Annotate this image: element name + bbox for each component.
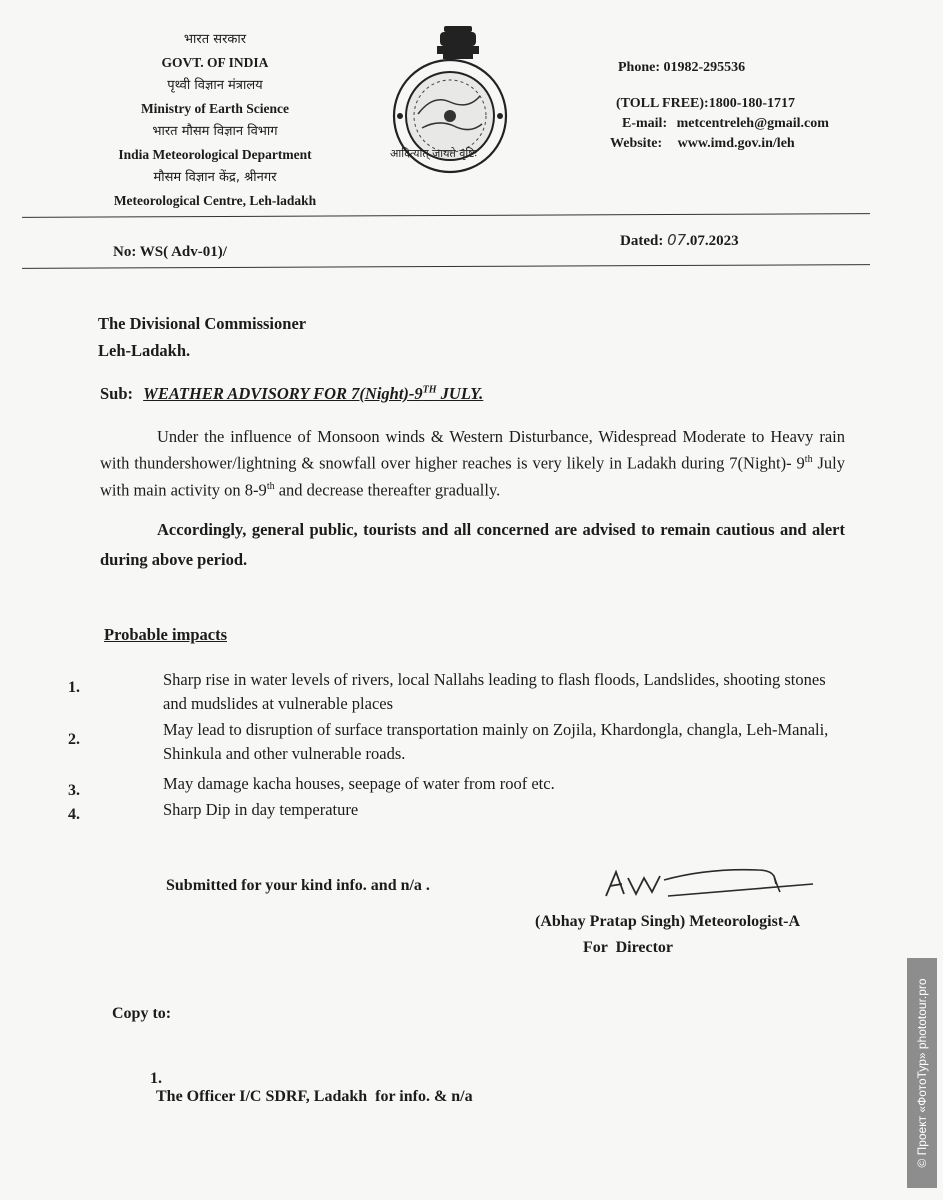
hindi-govt: भारत सरकार <box>183 32 247 47</box>
copy-to-item-1 <box>142 1052 473 1106</box>
header-rule-top <box>22 213 870 218</box>
dated-label: Dated: <box>620 233 664 249</box>
date-rest: .07.2023 <box>686 233 739 249</box>
impact-number-1: 1. <box>68 679 80 696</box>
header-left <box>90 28 340 212</box>
hindi-ministry: पृथ्वी विज्ञान मंत्रालय <box>167 78 263 93</box>
dated <box>620 231 739 250</box>
addressee-line2: Leh-Ladakh. <box>98 341 191 360</box>
hindi-dept: भारत मौसम विज्ञान विभाग <box>152 124 278 139</box>
website-label: Website: <box>610 136 663 151</box>
paragraph-sup-2: th <box>266 480 275 492</box>
impact-number-2: 2. <box>68 731 80 748</box>
advisory-caution <box>100 515 845 575</box>
for-director: For Director <box>583 939 674 956</box>
addressee-line1: The Divisional Commissioner <box>98 314 307 333</box>
addressee <box>98 310 306 364</box>
reference-number: No: WS( Adv-01)/ <box>113 244 227 260</box>
impact-number-4: 4. <box>68 806 80 823</box>
email-label: E-mail: <box>622 116 668 131</box>
subject-text <box>143 384 483 403</box>
signature-image <box>598 858 828 913</box>
website-link[interactable]: www.imd.gov.in/leh <box>677 136 795 151</box>
phone: Phone: 01982-295536 <box>618 60 746 75</box>
subject <box>100 384 483 404</box>
subject-sup: TH <box>422 384 437 396</box>
copy-to-label: Copy to: <box>112 1005 172 1022</box>
emblem-motto: आदित्यात् जायते वृष्टिः <box>390 147 477 160</box>
toll-free: (TOLL FREE):1800-180-1717 <box>616 96 796 111</box>
impact-item-1: Sharp rise in water levels of rivers, local Nallahs leading to flash floods, Landslides, shooting stones and mudslides at vulnerable places <box>163 670 826 713</box>
paragraph-text-c: and decrease thereafter gradually. <box>274 480 501 499</box>
impact-item-3: May damage kacha houses, seepage of water from roof etc. <box>163 774 555 793</box>
govt-of-india: GOVT. OF INDIA <box>161 55 269 70</box>
impact-number-3: 3. <box>68 782 80 799</box>
subject-text-main: WEATHER ADVISORY FOR 7(Night)-9 <box>143 384 423 403</box>
hindi-centre: मौसम विज्ञान केंद्र, श्रीनगर <box>153 170 277 185</box>
date-day-handwritten: 07 <box>667 231 687 249</box>
copy-number-1: 1. <box>150 1070 162 1087</box>
subject-label: Sub: <box>100 384 134 403</box>
paragraph-sup-1: th <box>804 454 813 465</box>
submitted-line: Submitted for your kind info. and n/a . <box>166 877 430 894</box>
caution-text: Accordingly, general public, tourists and all concerned are advised to remain cautious and alert during above period. <box>100 520 845 569</box>
copy-text-1: The Officer I/C SDRF, Ladakh for info. & n/a <box>156 1088 473 1105</box>
ministry: Ministry of Earth Science <box>140 101 290 116</box>
signatory: (Abhay Pratap Singh) Meteorologist-A <box>535 913 801 930</box>
header-contact <box>610 58 829 154</box>
centre: Meteorological Centre, Leh-ladakh <box>113 193 317 208</box>
paragraph-text-b: July with main activity on 8-9 <box>100 453 845 499</box>
impact-item-2: May lead to disruption of surface transportation mainly on Zojila, Khardongla, changla, Leh-Manali, Shinkula and other vulnerable roads. <box>163 720 829 763</box>
advisory-paragraph <box>100 425 845 501</box>
email-link[interactable]: metcentreleh@gmail.com <box>676 116 829 131</box>
paragraph-text-a: Under the influence of Monsoon winds & Western Disturbance, Widespread Moderate to Heavy rain with thundershower/lightning & snowfall over higher reaches is very likely in Ladakh during 7(Night)- 9 <box>100 427 845 473</box>
header-rule-bottom <box>22 264 870 269</box>
subject-end: JULY. <box>436 384 484 403</box>
impacts-title: Probable impacts <box>104 625 227 644</box>
department: India Meteorological Department <box>118 147 312 162</box>
watermark: © Проект «ФотоТур» phototour.pro <box>907 958 937 1188</box>
impact-item-4: Sharp Dip in day temperature <box>163 800 359 819</box>
